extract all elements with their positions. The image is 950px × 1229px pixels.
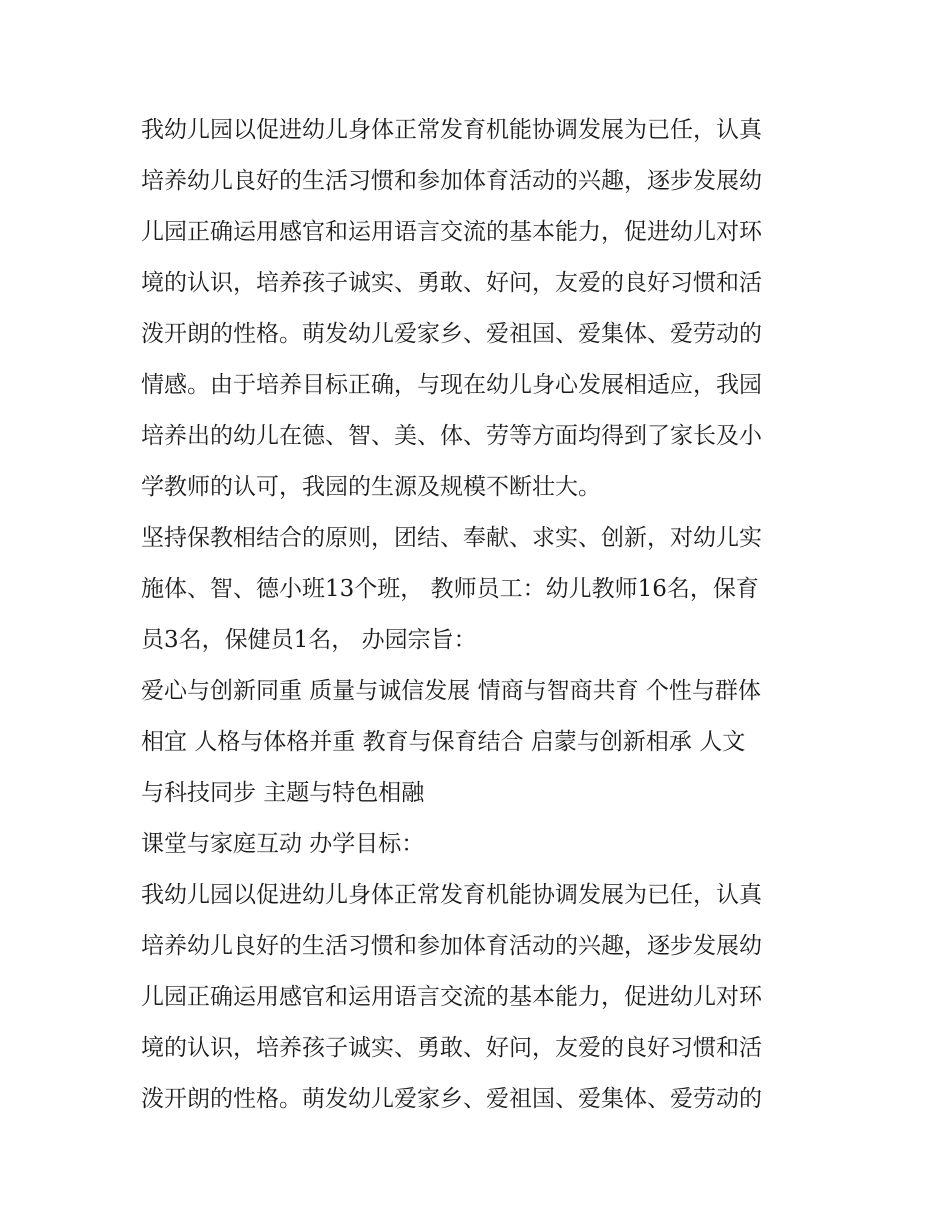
text-line: 我幼儿园以促进幼儿身体正常发育机能协调发展为已任，认真 — [141, 117, 762, 143]
text-line: 培养幼儿良好的生活习惯和参加体育活动的兴趣，逐步发展幼 — [141, 168, 762, 194]
text-line: 相宜 人格与体格并重 教育与保育结合 启蒙与创新相承 人文 — [141, 729, 746, 755]
text-line: 儿园正确运用感官和运用语言交流的基本能力，促进幼儿对环 — [141, 984, 762, 1010]
text-line: 情感。由于培养目标正确，与现在幼儿身心发展相适应，我园 — [141, 372, 762, 398]
text-line: 我幼儿园以促进幼儿身体正常发育机能协调发展为已任，认真 — [141, 882, 762, 908]
text-line: 坚持保教相结合的原则，团结、奉献、求实、创新，对幼儿实 — [141, 525, 762, 551]
text-line: 培养幼儿良好的生活习惯和参加体育活动的兴趣，逐步发展幼 — [141, 933, 762, 959]
text-line: 员3名，保健员1名， 办园宗旨： — [141, 627, 477, 653]
text-line: 施体、智、德小班13个班， 教师员工：幼儿教师16名，保育 — [141, 576, 759, 602]
text-line: 培养出的幼儿在德、智、美、体、劳等方面均得到了家长及小 — [141, 423, 762, 449]
text-line: 泼开朗的性格。萌发幼儿爱家乡、爱祖国、爱集体、爱劳动的 — [141, 1086, 762, 1112]
text-line: 境的认识，培养孩子诚实、勇敢、好问，友爱的良好习惯和活 — [141, 1035, 762, 1061]
text-line: 泼开朗的性格。萌发幼儿爱家乡、爱祖国、爱集体、爱劳动的 — [141, 321, 762, 347]
text-line: 与科技同步 主题与特色相融 — [141, 780, 425, 806]
text-line: 儿园正确运用感官和运用语言交流的基本能力，促进幼儿对环 — [141, 219, 762, 245]
text-line: 爱心与创新同重 质量与诚信发展 情商与智商共育 个性与群体 — [141, 678, 761, 704]
text-line: 学教师的认可，我园的生源及规模不断壮大。 — [141, 474, 601, 500]
text-line: 课堂与家庭互动 办学目标： — [141, 831, 425, 857]
text-line: 境的认识，培养孩子诚实、勇敢、好问，友爱的良好习惯和活 — [141, 270, 762, 296]
